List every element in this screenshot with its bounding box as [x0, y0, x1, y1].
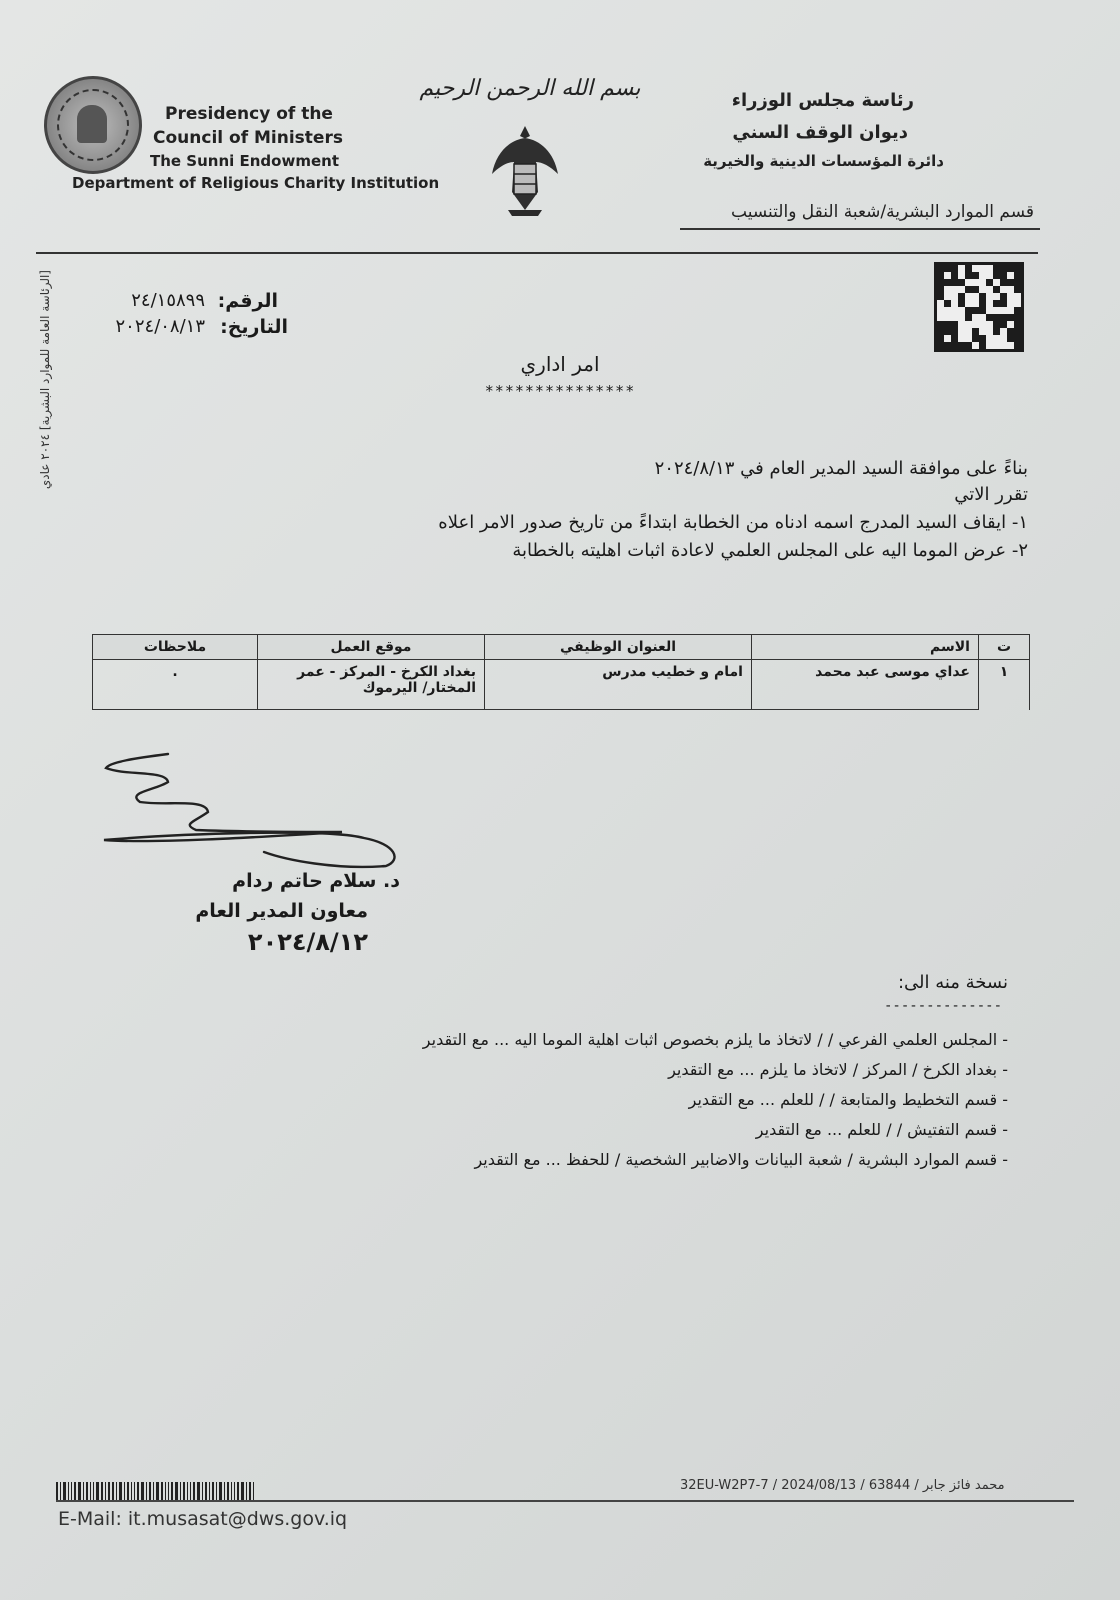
header-en-line-1: Presidency of the	[165, 104, 333, 124]
ref-date-value: ٢٠٢٤/٠٨/١٣	[115, 316, 205, 337]
header-en-line-2: Council of Ministers	[153, 128, 343, 148]
header-ar-line-3: دائرة المؤسسات الدينية والخيرية	[703, 152, 944, 170]
copy-item-3: - قسم التخطيط والمتابعة / / للعلم ... مع التقدير	[688, 1090, 1008, 1109]
side-note: [الرئاسة العامة للموارد البشرية] ٢٠٢٤ عادي	[38, 270, 52, 490]
ref-date-label: التاريخ:	[220, 316, 288, 338]
signatory-name: د. سلام حاتم ردام	[232, 870, 400, 892]
copy-item-2: - بغداد الكرخ / المركز / لاتخاذ ما يلزم ... مع التقدير	[668, 1060, 1008, 1079]
header-en-line-4: Department of Religious Charity Institution	[72, 174, 440, 192]
copies-heading: نسخة منه الى:	[897, 972, 1008, 993]
staff-table	[92, 634, 1030, 710]
iraq-eagle-emblem-icon	[490, 122, 560, 218]
ref-number-value: ٢٤/١٥٨٩٩	[131, 290, 205, 311]
copy-item-1: - المجلس العلمي الفرعي / / لاتخاذ ما يلزم بخصوص اثبات اهلية الموما اليه ... مع التقدير	[422, 1030, 1008, 1049]
copy-item-5: - قسم الموارد البشرية / شعبة البيانات والاضابير الشخصية / للحفظ ... مع التقدير	[474, 1150, 1008, 1169]
signatory-position: معاون المدير العام	[195, 900, 368, 922]
body-line-4: ٢- عرض الموما اليه على المجلس العلمي لاعادة اثبات اهليته بالخطابة	[512, 540, 1028, 561]
header-rule	[680, 228, 1040, 230]
footer-email: E-Mail: it.musasat@dws.gov.iq	[58, 1508, 348, 1530]
footer-rule	[56, 1500, 1074, 1502]
ref-number-label: الرقم:	[217, 290, 278, 312]
qr-code-icon	[934, 262, 1024, 352]
header-en-line-3: The Sunni Endowment	[150, 152, 339, 170]
header-department: قسم الموارد البشرية/شعبة النقل والتنسيب	[731, 202, 1034, 222]
table-header-notes: ملاحظات	[93, 635, 258, 660]
table-header-name: الاسم	[752, 635, 979, 660]
document-title: امر اداري	[520, 352, 600, 376]
copy-item-4: - قسم التفتيش / / للعلم ... مع التقدير	[755, 1120, 1008, 1139]
body-line-3: ١- ايقاف السيد المدرج اسمه ادناه من الخطابة ابتداءً من تاريخ صدور الامر اعلاه	[438, 512, 1028, 533]
table-cell-index: ١	[979, 660, 1030, 710]
header-ar-line-1: رئاسة مجلس الوزراء	[731, 90, 914, 111]
table-cell-workplace: بغداد الكرخ - المركز - عمر المختار/ اليرموك	[258, 660, 485, 710]
table-cell-notes: .	[93, 660, 258, 710]
barcode-icon	[56, 1480, 254, 1500]
body-line-1: بناءً على موافقة السيد المدير العام في ٢٠٢٤/٨/١٣	[654, 458, 1028, 479]
basmala: بسم الله الرحمن الرحيم	[419, 76, 641, 101]
copies-underline: --------------	[884, 998, 1003, 1014]
table-cell-name: عداي موسى عبد محمد	[752, 660, 979, 710]
endowment-seal-icon	[44, 76, 142, 174]
table-cell-job-title: امام و خطيب مدرس	[485, 660, 752, 710]
title-stars: ***************	[484, 382, 636, 400]
table-header-index: ت	[979, 635, 1030, 660]
table-row	[93, 660, 1030, 710]
footer-reference: 32EU-W2P7-7 / 2024/08/13 / محمد فائز جابر / 63844	[680, 1478, 1005, 1493]
table-header-job-title: العنوان الوظيفي	[485, 635, 752, 660]
body-line-2: تقرر الاتي	[954, 484, 1028, 505]
header-divider	[36, 252, 1038, 254]
table-header-workplace: موقع العمل	[258, 635, 485, 660]
signature-date: ٢٠٢٤/٨/١٢	[247, 928, 368, 956]
header-ar-line-2: ديوان الوقف السني	[732, 122, 908, 143]
